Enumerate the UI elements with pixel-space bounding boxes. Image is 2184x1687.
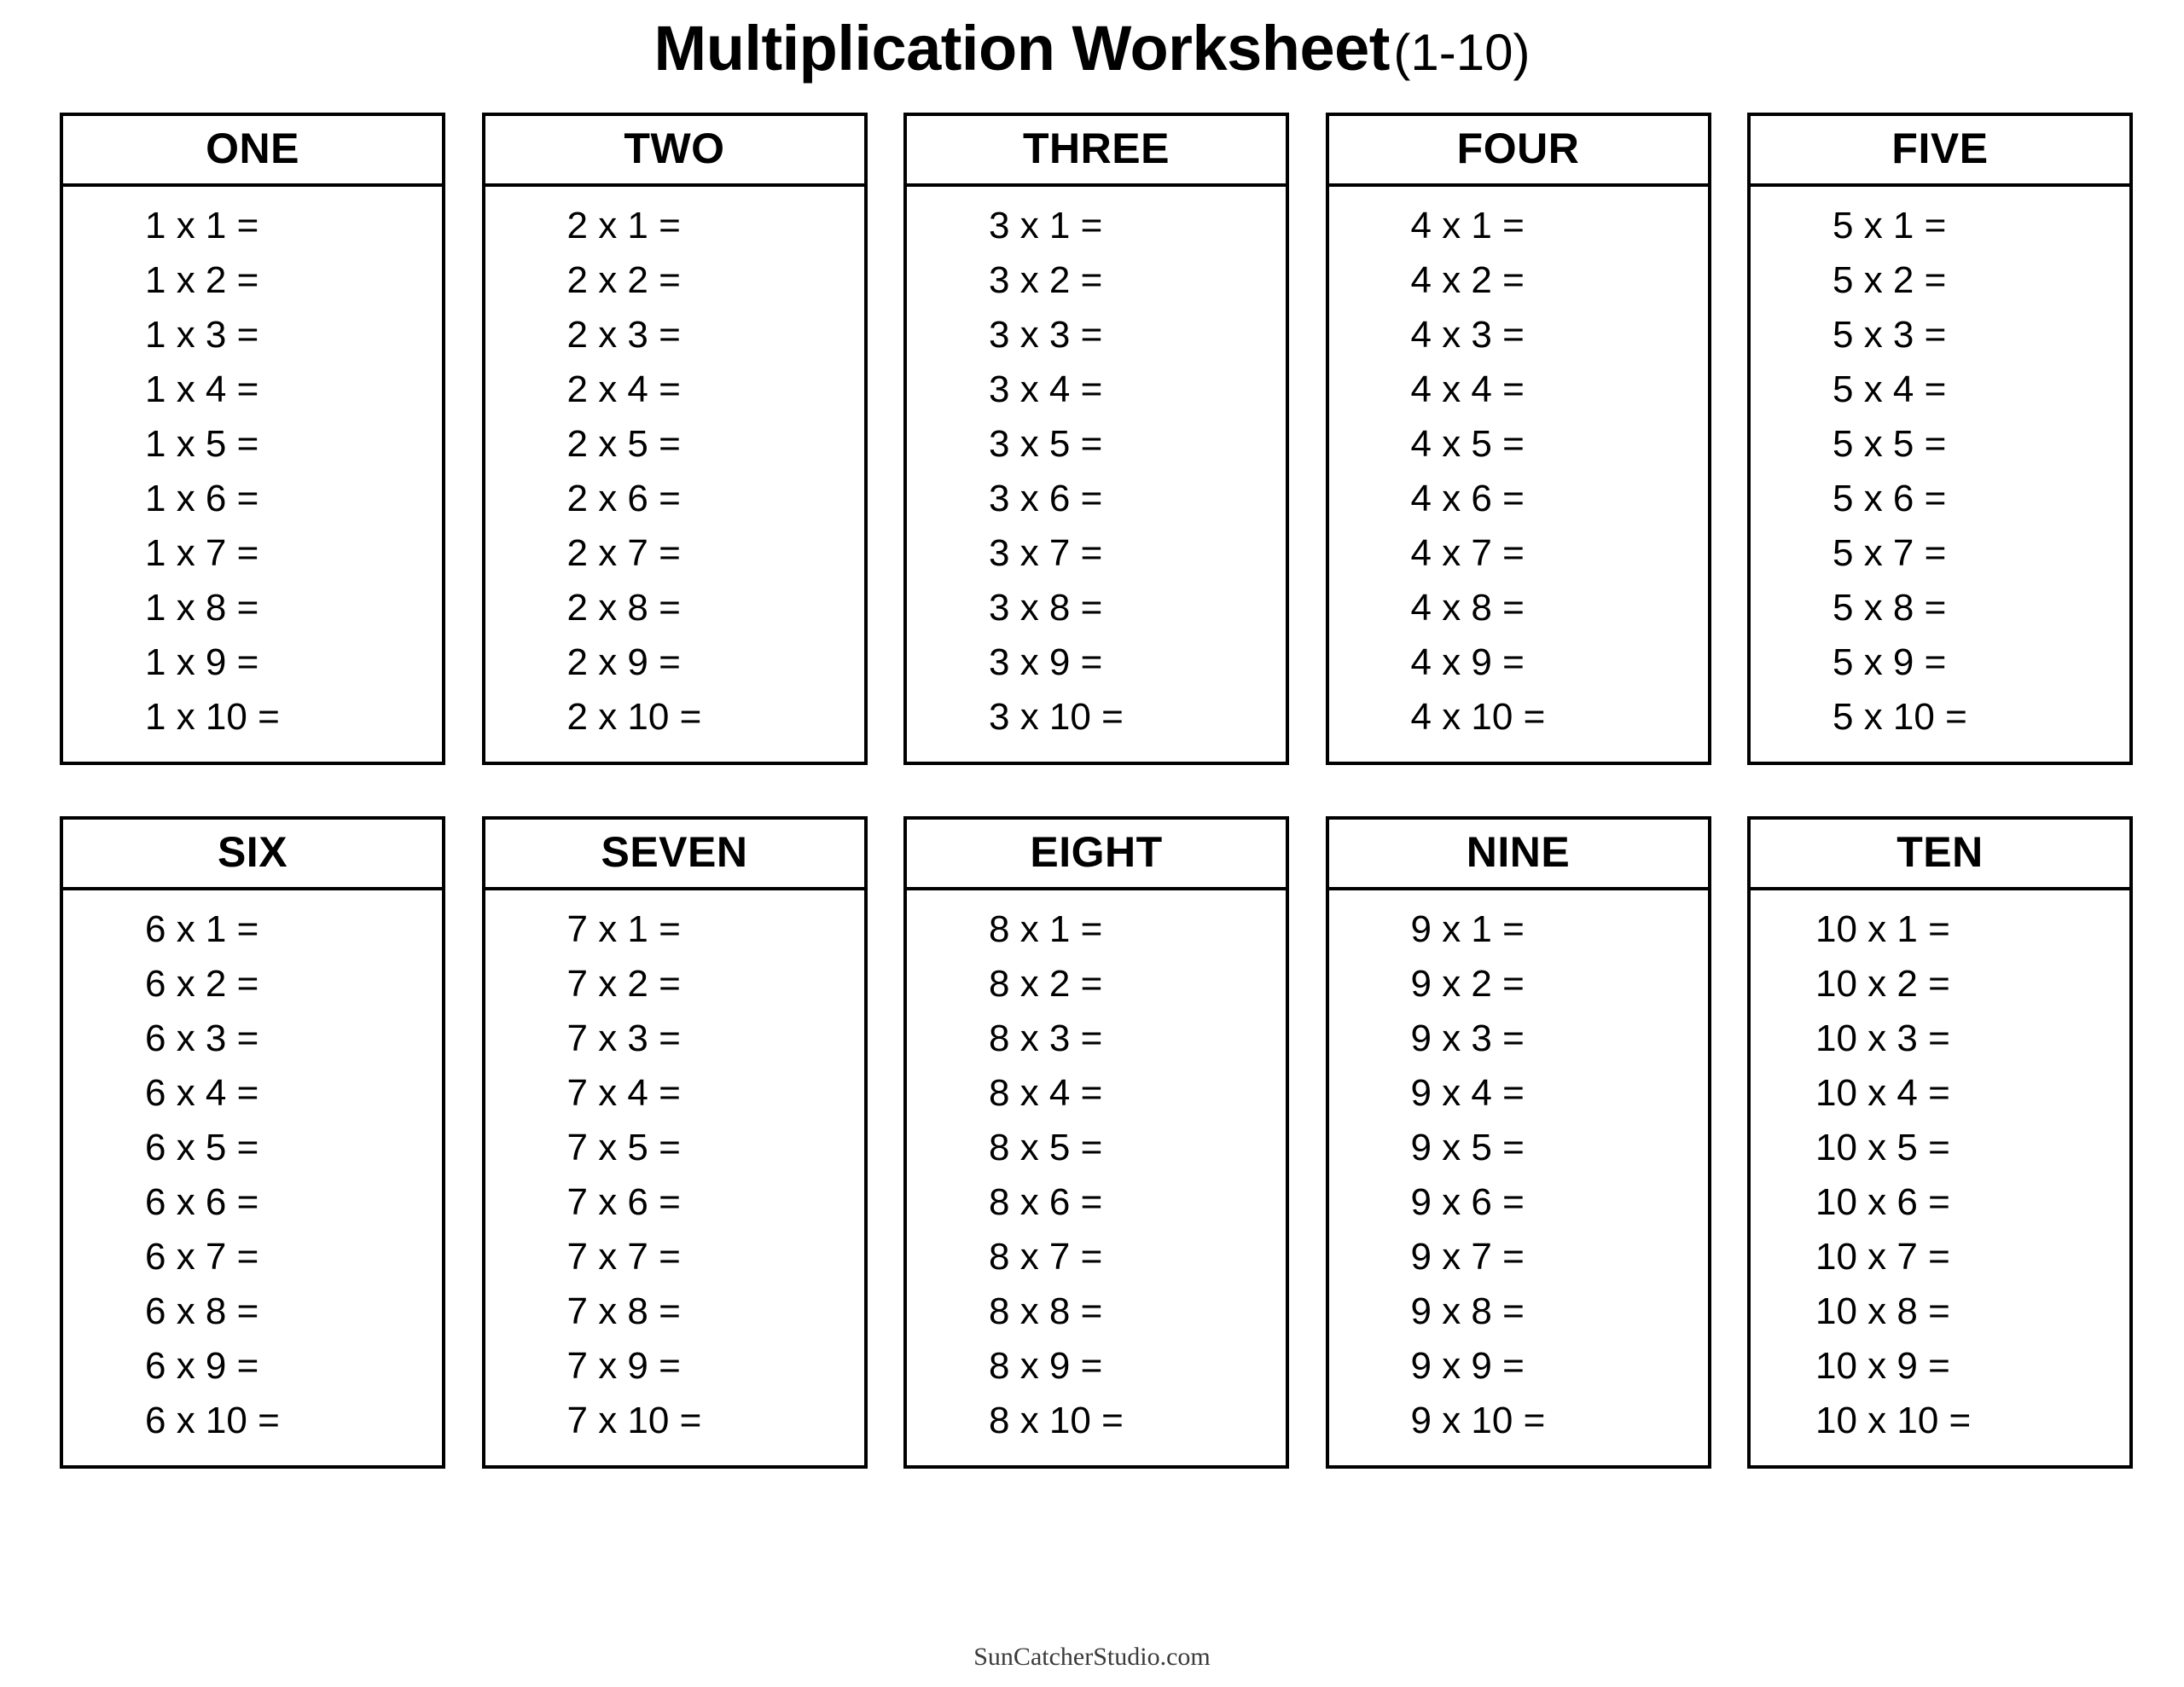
problem-row: 2 x 7 = — [566, 531, 681, 574]
problem-row: 2 x 2 = — [566, 258, 681, 301]
problem-row: 6 x 10 = — [145, 1399, 280, 1441]
problem-row: 4 x 5 = — [1410, 422, 1525, 465]
problem-row: 3 x 2 = — [989, 258, 1103, 301]
problem-row: 7 x 8 = — [566, 1290, 681, 1332]
page-title-range: (1-10) — [1393, 24, 1531, 81]
problem-row: 9 x 4 = — [1410, 1071, 1525, 1114]
problem-row: 6 x 1 = — [145, 907, 259, 950]
table-body-one — [63, 187, 442, 762]
problem-row: 1 x 10 = — [145, 695, 280, 738]
times-table-nine — [1326, 816, 1711, 1469]
times-table-one — [60, 113, 445, 765]
problem-row: 3 x 9 = — [989, 641, 1103, 683]
problem-row: 2 x 4 = — [566, 368, 681, 410]
tables-row-top — [60, 113, 2133, 765]
problem-row: 6 x 3 = — [145, 1017, 259, 1059]
problem-row: 7 x 7 = — [566, 1235, 681, 1278]
table-header-eight: EIGHT — [907, 820, 1286, 890]
problem-row: 1 x 3 = — [145, 313, 259, 356]
problem-row: 6 x 2 = — [145, 962, 259, 1005]
problem-row: 4 x 1 = — [1410, 204, 1525, 246]
table-header-seven: SEVEN — [485, 820, 864, 890]
problem-row: 5 x 9 = — [1833, 641, 1947, 683]
tables-row-bottom — [60, 816, 2133, 1469]
problem-row: 3 x 4 = — [989, 368, 1103, 410]
table-body-ten — [1751, 890, 2129, 1465]
problem-row: 4 x 2 = — [1410, 258, 1525, 301]
table-header-five: FIVE — [1751, 116, 2129, 187]
table-header-ten: TEN — [1751, 820, 2129, 890]
page-title — [60, 15, 2124, 82]
problem-row: 3 x 5 = — [989, 422, 1103, 465]
problem-row: 8 x 1 = — [989, 907, 1103, 950]
problem-row: 9 x 6 = — [1410, 1180, 1525, 1223]
problem-row: 2 x 9 = — [566, 641, 681, 683]
problem-row: 3 x 1 = — [989, 204, 1103, 246]
problem-row: 9 x 8 = — [1410, 1290, 1525, 1332]
problem-row: 2 x 6 = — [566, 477, 681, 519]
table-body-six — [63, 890, 442, 1465]
times-table-four — [1326, 113, 1711, 765]
problem-row: 1 x 5 = — [145, 422, 259, 465]
problem-row: 3 x 3 = — [989, 313, 1103, 356]
times-table-seven — [482, 816, 868, 1469]
problem-row: 4 x 3 = — [1410, 313, 1525, 356]
table-body-eight — [907, 890, 1286, 1465]
problem-row: 7 x 2 = — [566, 962, 681, 1005]
problem-row: 8 x 5 = — [989, 1126, 1103, 1168]
problem-row: 9 x 9 = — [1410, 1344, 1525, 1387]
times-table-eight — [903, 816, 1289, 1469]
problem-row: 3 x 10 = — [989, 695, 1124, 738]
times-table-five — [1747, 113, 2133, 765]
table-body-seven — [485, 890, 864, 1465]
problem-row: 8 x 10 = — [989, 1399, 1124, 1441]
table-body-two — [485, 187, 864, 762]
problem-row: 5 x 5 = — [1833, 422, 1947, 465]
problem-row: 10 x 1 = — [1815, 907, 1950, 950]
problem-row: 2 x 5 = — [566, 422, 681, 465]
problem-row: 4 x 10 = — [1410, 695, 1546, 738]
problem-row: 1 x 8 = — [145, 586, 259, 629]
problem-row: 10 x 4 = — [1815, 1071, 1950, 1114]
problem-row: 10 x 5 = — [1815, 1126, 1950, 1168]
problem-row: 3 x 8 = — [989, 586, 1103, 629]
problem-row: 5 x 1 = — [1833, 204, 1947, 246]
problem-row: 5 x 6 = — [1833, 477, 1947, 519]
problem-row: 10 x 7 = — [1815, 1235, 1950, 1278]
problem-row: 1 x 9 = — [145, 641, 259, 683]
problem-row: 5 x 10 = — [1833, 695, 1967, 738]
problem-row: 6 x 6 = — [145, 1180, 259, 1223]
problem-row: 1 x 7 = — [145, 531, 259, 574]
problem-row: 9 x 2 = — [1410, 962, 1525, 1005]
problem-row: 6 x 9 = — [145, 1344, 259, 1387]
problem-row: 5 x 8 = — [1833, 586, 1947, 629]
table-header-four: FOUR — [1329, 116, 1708, 187]
problem-row: 8 x 3 = — [989, 1017, 1103, 1059]
page-title-main: Multiplication Worksheet — [653, 13, 1390, 84]
problem-row: 1 x 6 = — [145, 477, 259, 519]
problem-row: 6 x 4 = — [145, 1071, 259, 1114]
problem-row: 9 x 1 = — [1410, 907, 1525, 950]
table-header-three: THREE — [907, 116, 1286, 187]
problem-row: 6 x 7 = — [145, 1235, 259, 1278]
problem-row: 3 x 7 = — [989, 531, 1103, 574]
problem-row: 4 x 8 = — [1410, 586, 1525, 629]
problem-row: 8 x 9 = — [989, 1344, 1103, 1387]
problem-row: 1 x 2 = — [145, 258, 259, 301]
table-body-three — [907, 187, 1286, 762]
problem-row: 7 x 1 = — [566, 907, 681, 950]
times-table-six — [60, 816, 445, 1469]
table-header-nine: NINE — [1329, 820, 1708, 890]
table-body-four — [1329, 187, 1708, 762]
problem-row: 8 x 4 = — [989, 1071, 1103, 1114]
problem-row: 5 x 7 = — [1833, 531, 1947, 574]
problem-row: 4 x 6 = — [1410, 477, 1525, 519]
problem-row: 5 x 4 = — [1833, 368, 1947, 410]
problem-row: 3 x 6 = — [989, 477, 1103, 519]
problem-row: 4 x 4 = — [1410, 368, 1525, 410]
table-body-five — [1751, 187, 2129, 762]
problem-row: 2 x 10 = — [566, 695, 702, 738]
table-header-six: SIX — [63, 820, 442, 890]
problem-row: 2 x 8 = — [566, 586, 681, 629]
table-header-one: ONE — [63, 116, 442, 187]
problem-row: 9 x 7 = — [1410, 1235, 1525, 1278]
footer-credit: SunCatcherStudio.com — [973, 1643, 1211, 1671]
problem-row: 5 x 2 = — [1833, 258, 1947, 301]
problem-row: 7 x 4 = — [566, 1071, 681, 1114]
times-table-ten — [1747, 816, 2133, 1469]
problem-row: 7 x 6 = — [566, 1180, 681, 1223]
problem-row: 6 x 8 = — [145, 1290, 259, 1332]
problem-row: 4 x 9 = — [1410, 641, 1525, 683]
problem-row: 6 x 5 = — [145, 1126, 259, 1168]
problem-row: 9 x 10 = — [1410, 1399, 1546, 1441]
problem-row: 8 x 7 = — [989, 1235, 1103, 1278]
problem-row: 7 x 10 = — [566, 1399, 702, 1441]
problem-row: 10 x 6 = — [1815, 1180, 1950, 1223]
problem-row: 10 x 8 = — [1815, 1290, 1950, 1332]
times-table-three — [903, 113, 1289, 765]
problem-row: 2 x 3 = — [566, 313, 681, 356]
problem-row: 7 x 5 = — [566, 1126, 681, 1168]
problem-row: 4 x 7 = — [1410, 531, 1525, 574]
problem-row: 1 x 4 = — [145, 368, 259, 410]
problem-row: 1 x 1 = — [145, 204, 259, 246]
table-header-two: TWO — [485, 116, 864, 187]
problem-row: 10 x 3 = — [1815, 1017, 1950, 1059]
problem-row: 9 x 3 = — [1410, 1017, 1525, 1059]
problem-row: 5 x 3 = — [1833, 313, 1947, 356]
table-body-nine — [1329, 890, 1708, 1465]
problem-row: 9 x 5 = — [1410, 1126, 1525, 1168]
problem-row: 7 x 3 = — [566, 1017, 681, 1059]
problem-row: 8 x 2 = — [989, 962, 1103, 1005]
problem-row: 10 x 9 = — [1815, 1344, 1950, 1387]
problem-row: 7 x 9 = — [566, 1344, 681, 1387]
problem-row: 10 x 2 = — [1815, 962, 1950, 1005]
times-table-two — [482, 113, 868, 765]
problem-row: 8 x 6 = — [989, 1180, 1103, 1223]
problem-row: 2 x 1 = — [566, 204, 681, 246]
problem-row: 8 x 8 = — [989, 1290, 1103, 1332]
problem-row: 10 x 10 = — [1815, 1399, 1972, 1441]
